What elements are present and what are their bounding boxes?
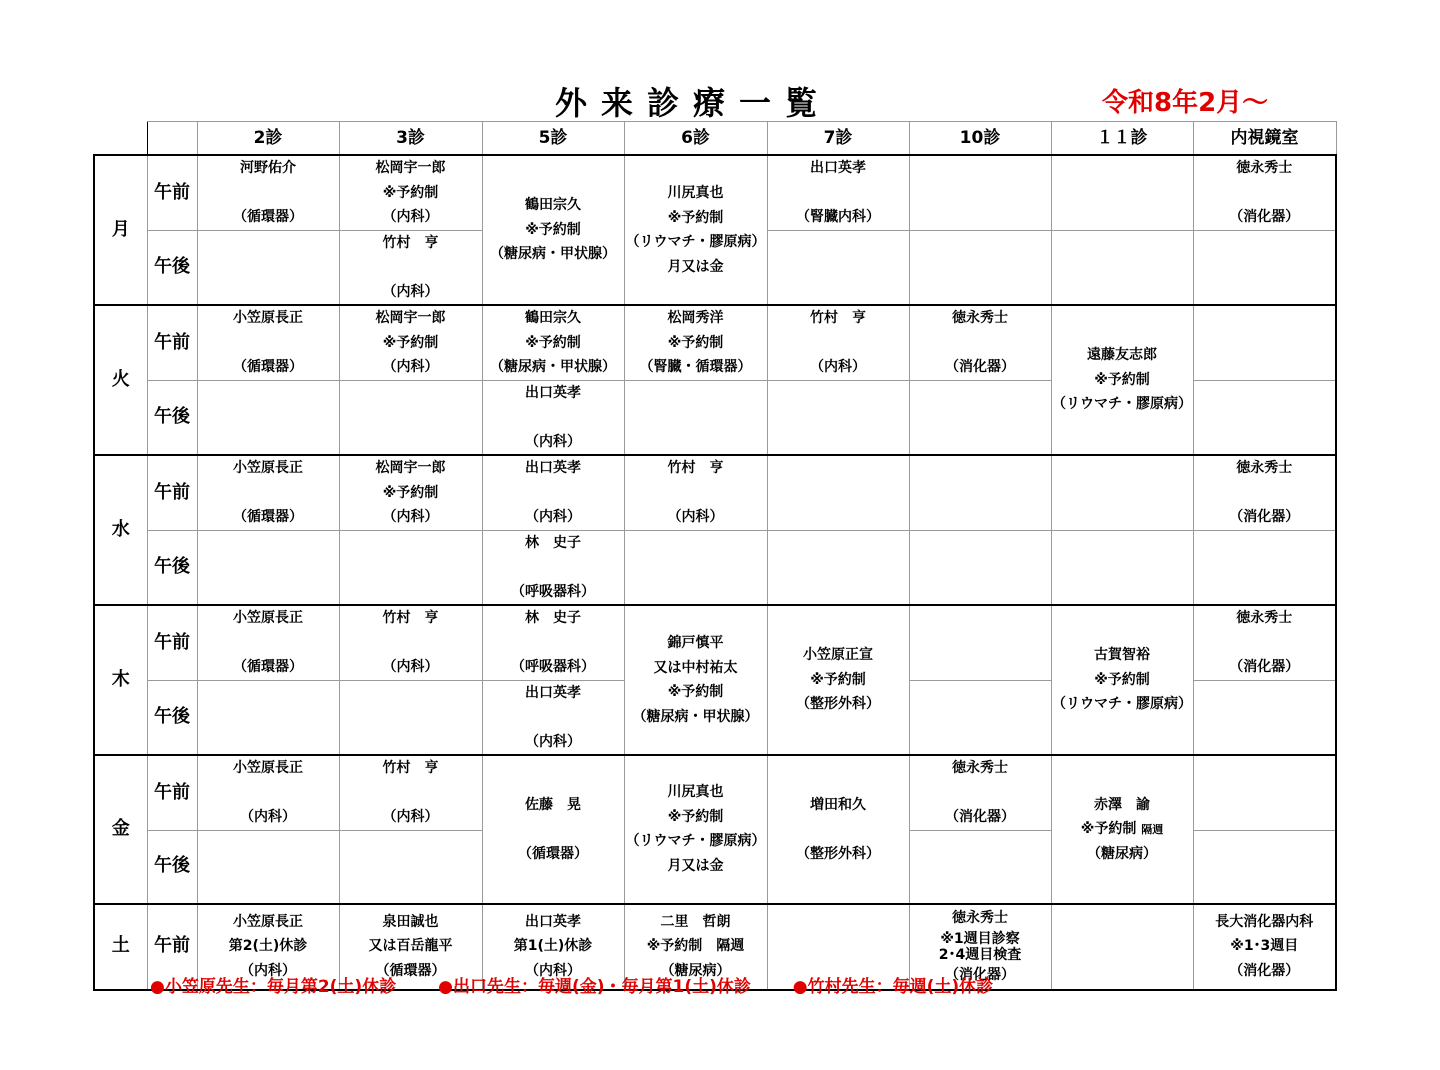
schedule-cell: 小笠原長正 （循環器） [197, 455, 339, 530]
schedule-cell [339, 530, 482, 605]
schedule-cell [909, 830, 1051, 904]
schedule-cell [197, 530, 339, 605]
slot-label: 午前 [147, 155, 197, 230]
period-label: 令和8年2月～ [1102, 88, 1269, 118]
slot-label: 午後 [147, 230, 197, 305]
schedule-cell: 徳永秀士 （消化器） [909, 755, 1051, 830]
schedule-cell [1193, 380, 1336, 455]
schedule-cell: 鶴田宗久 ※予約制 （糖尿病・甲状腺） [482, 155, 624, 305]
day-label: 月 [94, 155, 147, 305]
schedule-cell: 古賀智裕 ※予約制 （リウマチ・膠原病） [1051, 605, 1193, 755]
schedule-cell [909, 530, 1051, 605]
note-ogasawara: ●小笠原先生：毎月第2(土)休診 [150, 977, 397, 997]
footnotes [150, 972, 1029, 997]
slot-label: 午後 [147, 530, 197, 605]
schedule-cell [1051, 530, 1193, 605]
table-row [94, 605, 1336, 680]
schedule-cell [197, 680, 339, 755]
table-row [94, 755, 1336, 830]
schedule-cell: 松岡宇一郎 ※予約制 （内科） [339, 455, 482, 530]
schedule-cell [1051, 455, 1193, 530]
schedule-cell [1193, 680, 1336, 755]
header-room: 2診 [197, 122, 339, 156]
schedule-cell [339, 680, 482, 755]
schedule-cell [909, 230, 1051, 305]
schedule-cell: 林 史子 （呼吸器科） [482, 605, 624, 680]
slot-label: 午前 [147, 755, 197, 830]
schedule-cell [1051, 230, 1193, 305]
schedule-cell: 出口英孝 第1(土)休診 （内科） [482, 904, 624, 990]
schedule-cell [1193, 530, 1336, 605]
slot-label: 午後 [147, 380, 197, 455]
header-row [94, 122, 1336, 156]
schedule-cell: 徳永秀士 （消化器） [909, 305, 1051, 380]
schedule-cell: 出口英孝 （腎臓内科） [767, 155, 909, 230]
schedule-cell: 徳永秀士 ※1週目診察 2･4週目検査 （消化器） [909, 904, 1051, 990]
schedule-cell [909, 380, 1051, 455]
header-room: 10診 [909, 122, 1051, 156]
schedule-cell: 松岡宇一郎 ※予約制 （内科） [339, 155, 482, 230]
note-takemura: ●竹村先生：毎週(土)休診 [792, 977, 994, 997]
schedule-cell: 出口英孝 （内科） [482, 380, 624, 455]
note-deguchi: ●出口先生：毎週(金)・毎月第1(土)休診 [438, 977, 751, 997]
schedule-cell: 小笠原長正 （内科） [197, 755, 339, 830]
header-room: 6診 [624, 122, 767, 156]
schedule-cell: 出口英孝 （内科） [482, 680, 624, 755]
table-row [94, 455, 1336, 530]
schedule-cell [1193, 755, 1336, 830]
schedule-cell: 徳永秀士 （消化器） [1193, 455, 1336, 530]
schedule-cell [767, 530, 909, 605]
day-label: 火 [94, 305, 147, 455]
schedule-cell [624, 530, 767, 605]
day-label: 木 [94, 605, 147, 755]
schedule-cell: 川尻真也 ※予約制 （リウマチ・膠原病） 月又は金 [624, 155, 767, 305]
schedule-cell [1193, 230, 1336, 305]
schedule-cell [624, 380, 767, 455]
schedule-cell: 佐藤 晃 （循環器） [482, 755, 624, 904]
table-row [94, 155, 1336, 230]
header-room: 内視鏡室 [1193, 122, 1336, 156]
schedule-table [93, 121, 1337, 991]
slot-label: 午前 [147, 605, 197, 680]
schedule-cell [767, 380, 909, 455]
schedule-cell: 竹村 亨 （内科） [767, 305, 909, 380]
schedule-cell [1193, 305, 1336, 380]
schedule-cell [767, 455, 909, 530]
schedule-cell: 林 史子 （呼吸器科） [482, 530, 624, 605]
schedule-cell [339, 830, 482, 904]
slot-label: 午後 [147, 680, 197, 755]
schedule-cell: 長大消化器内科 ※1･3週目 （消化器） [1193, 904, 1336, 990]
schedule-cell: 鶴田宗久 ※予約制 （糖尿病・甲状腺） [482, 305, 624, 380]
schedule-cell: 増田和久 （整形外科） [767, 755, 909, 904]
corner-slot [147, 122, 197, 156]
day-label: 金 [94, 755, 147, 904]
page-title: 外来診療一覧 [554, 84, 831, 122]
schedule-cell [909, 155, 1051, 230]
schedule-cell: 出口英孝 （内科） [482, 455, 624, 530]
schedule-cell [339, 380, 482, 455]
header-room: 5診 [482, 122, 624, 156]
schedule-cell: 竹村 亨 （内科） [339, 605, 482, 680]
schedule-cell: 松岡秀洋 ※予約制 （腎臓・循環器） [624, 305, 767, 380]
schedule-cell [1051, 904, 1193, 990]
schedule-cell [909, 455, 1051, 530]
slot-label: 午後 [147, 830, 197, 904]
header-room: 3診 [339, 122, 482, 156]
schedule-cell: 竹村 亨 （内科） [339, 230, 482, 305]
schedule-cell: 小笠原長正 （循環器） [197, 305, 339, 380]
header-room: 7診 [767, 122, 909, 156]
table-row [94, 305, 1336, 380]
schedule-cell: 小笠原長正 （循環器） [197, 605, 339, 680]
schedule-cell: 小笠原長正 第2(土)休診 （内科） [197, 904, 339, 990]
schedule-cell: 二里 哲朗 ※予約制 隔週 （糖尿病） [624, 904, 767, 990]
day-label: 水 [94, 455, 147, 605]
schedule-cell: 川尻真也 ※予約制 （リウマチ・膠原病） 月又は金 [624, 755, 767, 904]
schedule-cell: 徳永秀士 （消化器） [1193, 155, 1336, 230]
schedule-cell: 松岡宇一郎 ※予約制 （内科） [339, 305, 482, 380]
slot-label: 午前 [147, 305, 197, 380]
schedule-cell: 竹村 亨 （内科） [339, 755, 482, 830]
schedule-cell [1193, 830, 1336, 904]
schedule-cell: 赤澤 諭 ※予約制 隔週 （糖尿病） [1051, 755, 1193, 904]
corner-blank [94, 122, 147, 156]
day-label: 土 [94, 904, 147, 990]
table-row [94, 530, 1336, 605]
slot-label: 午前 [147, 455, 197, 530]
schedule-cell: 錦戸慎平 又は中村祐太 ※予約制 （糖尿病・甲状腺） [624, 605, 767, 755]
schedule-cell: 竹村 亨 （内科） [624, 455, 767, 530]
schedule-cell [909, 605, 1051, 680]
schedule-cell [1051, 155, 1193, 230]
schedule-cell: 泉田誠也 又は百岳龍平 （循環器） [339, 904, 482, 990]
schedule-cell [197, 830, 339, 904]
schedule-cell: 小笠原正宣 ※予約制 （整形外科） [767, 605, 909, 755]
schedule-cell [767, 230, 909, 305]
schedule-cell [909, 680, 1051, 755]
schedule-cell: 河野佑介 （循環器） [197, 155, 339, 230]
header-room: １１診 [1051, 122, 1193, 156]
slot-label: 午前 [147, 904, 197, 990]
schedule-cell: 遠藤友志郎 ※予約制 （リウマチ・膠原病） [1051, 305, 1193, 455]
schedule-cell [197, 230, 339, 305]
schedule-cell [197, 380, 339, 455]
schedule-cell: 徳永秀士 （消化器） [1193, 605, 1336, 680]
